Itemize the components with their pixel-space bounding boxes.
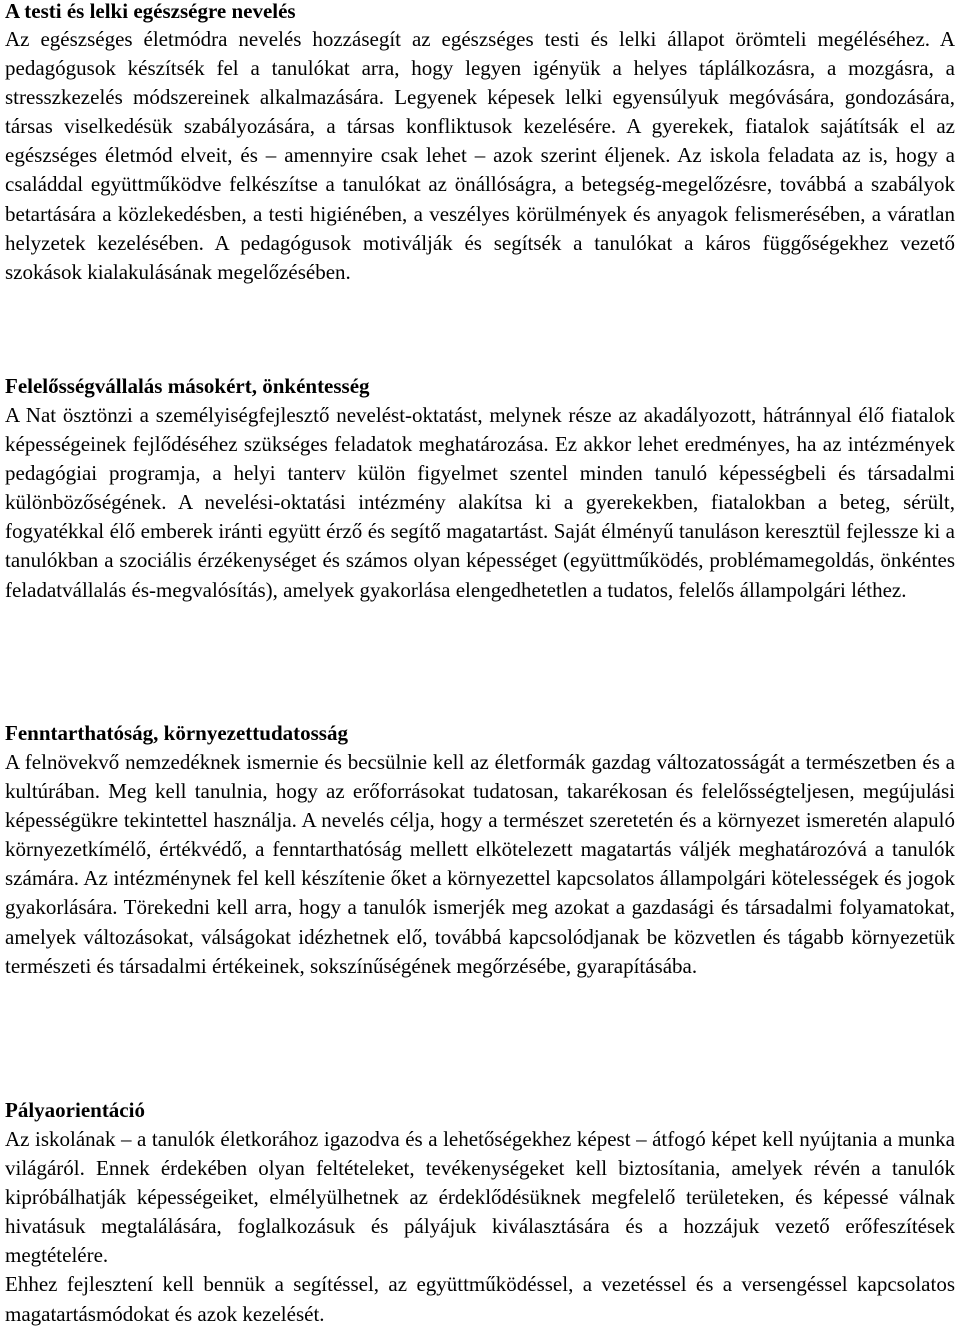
section-heading: A testi és lelki egészségre nevelés	[5, 0, 296, 23]
section-career-orientation	[5, 1096, 955, 1329]
section-heading: Pályaorientáció	[5, 1098, 145, 1122]
section-health-education	[5, 0, 955, 287]
section-paragraph: Ehhez fejlesztení kell bennük a segítéssel, az együttműködéssel, a vezetéssel és a versengéssel kapcsolatos magatartásmódokat és azok kezelését.	[5, 1272, 955, 1326]
section-paragraph: A Nat ösztönzi a személyiségfejlesztő nevelést-oktatást, melynek része az akadályozott, hátránnyal élő fiatalok képességeinek fejlődéséhez szükséges feladatok meghatározása. Ez akkor lehet eredményes, ha az intézmények pedagógiai programja, a helyi tanterv külön figyelmet szentel minden tanuló képességbeli és társadalmi különbözőségének. A nevelési-oktatási intézmény alakítsa ki a gyerekekben, fiatalokban a beteg, sérült, fogyatékkal élő emberek iránti együtt érző és segítő magatartást. Saját élményű tanuláson keresztül fejlessze ki a tanulókban a szociális érzékenységet és számos olyan képességet (együttműködés, problémamegoldás, önkéntes feladatvállalás és-megvalósítás), amelyek gyakorlása elengedhetetlen a tudatos, felelős állampolgári léthez.	[5, 403, 955, 602]
section-sustainability	[5, 719, 955, 981]
section-responsibility-volunteering	[5, 372, 955, 605]
section-heading: Felelősségvállalás másokért, önkéntesség	[5, 374, 370, 398]
section-heading: Fenntarthatóság, környezettudatosság	[5, 721, 348, 745]
section-paragraph: Az egészséges életmódra nevelés hozzásegít az egészséges testi és lelki állapot örömteli megéléséhez. A pedagógusok készítsék fel a tanulókat arra, hogy legyen igényük a helyes táplálkozásra, a mozgásra, a stresszkezelés módszereinek alkalmazására. Legyenek képesek lelki egyensúlyuk megóvására, gondozására, társas viselkedésük szabályozására, a társas konfliktusok kezelésére. A gyerekek, fiatalok sajátítsák el az egészséges életmód elveit, és – amennyire csak lehet – azok szerint éljenek. Az iskola feladata az is, hogy a családdal együttműködve felkészítse a tanulókat az önállóságra, a betegség-megelőzésre, továbbá a szabályok betartására a közlekedésben, a testi higiénében, a veszélyes körülmények és anyagok felismerésében, a váratlan helyzetek kezelésében. A pedagógusok motiválják és segítsék a tanulókat a káros függőségekhez vezető szokások kialakulásának megelőzésében.	[5, 27, 955, 284]
section-paragraph: Az iskolának – a tanulók életkorához igazodva és a lehetőségekhez képest – átfogó képet kell nyújtania a munka világáról. Ennek érdekében olyan feltételeket, tevékenységeket kell biztosítania, amelyek révén a tanulók kipróbálhatják képességeiket, elmélyülhetnek az érdeklődésüknek megfelelő területeken, és képessé válnak hivatásuk megtalálására, foglalkozásuk és pályájuk kiválasztására és a hozzájuk vezető erőfeszítések megtételére.	[5, 1127, 955, 1268]
section-paragraph: A felnövekvő nemzedéknek ismernie és becsülnie kell az életformák gazdag változatosságát a természetben és a kultúrában. Meg kell tanulnia, hogy az erőforrásokat tudatosan, takarékosan és felelősségteljesen, megújulási képességükre tekintettel használja. A nevelés célja, hogy a természet szeretetén és a környezet ismeretén alapuló környezetkímélő, értékvédő, a fenntarthatóság mellett elkötelezett magatartás váljék meghatározóvá a tanulók számára. Az intézménynek fel kell készítenie őket a környezettel kapcsolatos állampolgári kötelességek és jogok gyakorlására. Törekedni kell arra, hogy a tanulók ismerjék meg azokat a gazdasági és társadalmi folyamatokat, amelyek változásokat, válságokat idézhetnek elő, továbbá kapcsolódjanak be közvetlen és tágabb környezetük természeti és társadalmi értékeinek, sokszínűségének megőrzésébe, gyarapításába.	[5, 750, 955, 978]
